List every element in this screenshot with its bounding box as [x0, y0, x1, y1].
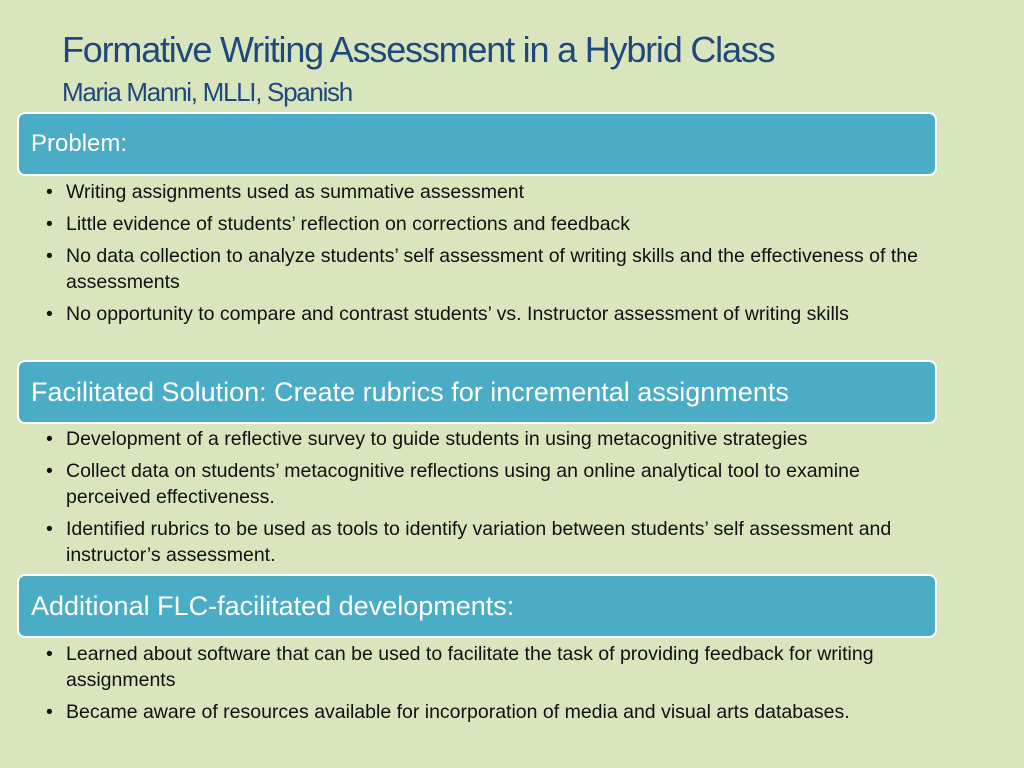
section-header-problem: Problem:: [17, 112, 937, 176]
bullet-list-solution: [46, 426, 946, 574]
bullet-text: No data collection to analyze students’ self assessment of writing skills and the effectiveness of the assessments: [66, 245, 918, 293]
bullet-icon: •: [46, 245, 53, 267]
list-item: [46, 458, 946, 510]
bullet-text: Became aware of resources available for incorporation of media and visual arts databases.: [66, 701, 850, 723]
bullet-text: Little evidence of students’ reflection on corrections and feedback: [66, 213, 631, 235]
list-item: [46, 301, 946, 327]
bullet-text: Identified rubrics to be used as tools to identify variation between students’ self assessment and instructor’s assessment.: [66, 518, 892, 566]
bullet-icon: •: [46, 303, 53, 325]
bullet-text: No opportunity to compare and contrast students’ vs. Instructor assessment of writing skills: [66, 303, 849, 325]
list-item: [46, 211, 946, 237]
bullet-text: Collect data on students’ metacognitive reflections using an online analytical tool to examine perceived effectiveness.: [66, 460, 860, 508]
title-block: [62, 28, 1002, 108]
bullet-icon: •: [46, 213, 53, 235]
bullet-icon: •: [46, 428, 53, 450]
bullet-text: Learned about software that can be used to facilitate the task of providing feedback for writing assignments: [66, 643, 874, 691]
bullet-icon: •: [46, 460, 53, 482]
bullet-icon: •: [46, 181, 53, 203]
bullet-icon: •: [46, 701, 53, 723]
list-item: [46, 516, 946, 568]
slide-title: Formative Writing Assessment in a Hybrid Class: [62, 29, 775, 70]
list-item: [46, 641, 946, 693]
section-header-developments: Additional FLC-facilitated developments:: [17, 574, 937, 638]
bullet-icon: •: [46, 643, 53, 665]
list-item: [46, 426, 946, 452]
bullet-icon: •: [46, 518, 53, 540]
list-item: [46, 243, 946, 295]
bullet-list-problem: [46, 179, 946, 333]
slide-subtitle: Maria Manni, MLLI, Spanish: [62, 77, 352, 107]
list-item: [46, 699, 946, 725]
bullet-text: Development of a reflective survey to guide students in using metacognitive strategies: [66, 428, 808, 450]
list-item: [46, 179, 946, 205]
bullet-list-developments: [46, 641, 946, 731]
section-header-solution: Facilitated Solution: Create rubrics for incremental assignments: [17, 360, 937, 424]
bullet-text: Writing assignments used as summative assessment: [66, 181, 525, 203]
